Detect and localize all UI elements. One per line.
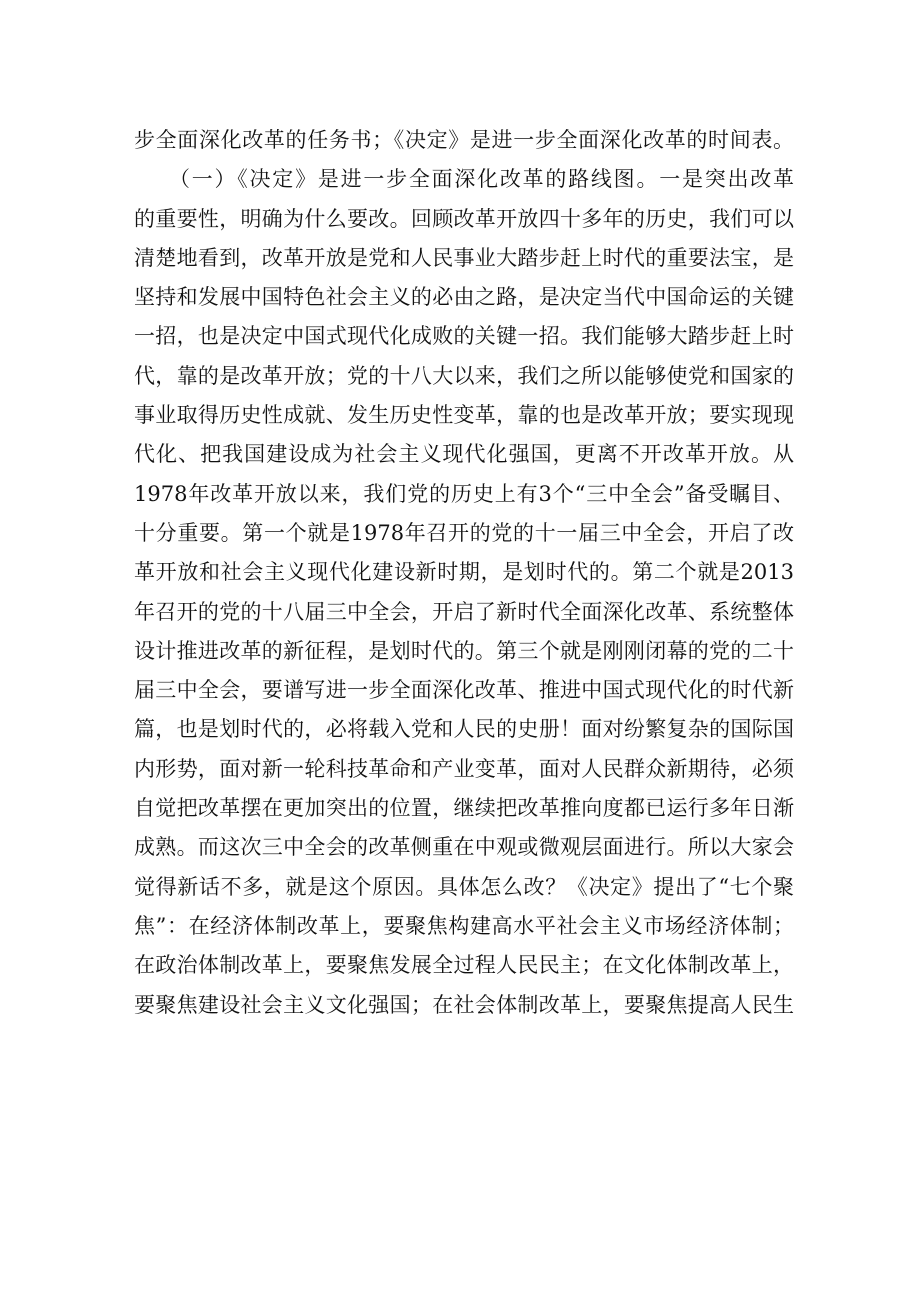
text-line: 觉得新话不多，就是这个原因。具体怎么改？《决定》提出了“七个聚 [134, 874, 794, 899]
text-line: 成熟。而这次三中全会的改革侧重在中观或微观层面进行。所以大家会 [134, 835, 794, 860]
text-line: 自觉把改革摆在更加突出的位置，继续把改革推向度都已运行多年日渐 [134, 796, 794, 821]
text-line: 届三中全会，要谱写进一步全面深化改革、推进中国式现代化的时代新 [134, 678, 794, 703]
document-body [134, 121, 794, 1025]
text-line: 焦”：在经济体制改革上，要聚焦构建高水平社会主义市场经济体制； [134, 913, 794, 938]
text-line: 步全面深化改革的任务书；《决定》是进一步全面深化改革的时间表。 [134, 128, 794, 152]
text-line: 的重要性，明确为什么要改。回顾改革开放四十多年的历史，我们可以 [134, 206, 794, 231]
text-line: 年召开的党的十八届三中全会，开启了新时代全面深化改革、系统整体 [134, 599, 794, 624]
text-line: 要聚焦建设社会主义文化强国；在社会体制改革上，要聚焦提高人民生 [134, 992, 794, 1017]
text-line: 篇，也是划时代的，必将载入党和人民的史册！面对纷繁复杂的国际国 [134, 717, 794, 742]
text-line: 代化、把我国建设成为社会主义现代化强国，更离不开改革开放。从 [134, 442, 794, 467]
text-line: 清楚地看到，改革开放是党和人民事业大踏步赶上时代的重要法宝，是 [134, 245, 794, 270]
text-line: 一招，也是决定中国式现代化成败的关键一招。我们能够大踏步赶上时 [134, 324, 794, 349]
text-line: 代，靠的是改革开放；党的十八大以来，我们之所以能够使党和国家的 [134, 363, 794, 388]
text-line: 革开放和社会主义现代化建设新时期，是划时代的。第二个就是2013 [134, 560, 794, 585]
text-line: 在政治体制改革上，要聚焦发展全过程人民民主；在文化体制改革上， [134, 953, 794, 978]
text-line: 事业取得历史性成就、发生历史性变革，靠的也是改革开放；要实现现 [134, 403, 794, 428]
text-line: 十分重要。第一个就是1978年召开的党的十一届三中全会，开启了改 [134, 520, 794, 545]
text-line: 1978年改革开放以来，我们党的历史上有3个“三中全会”备受瞩目、 [134, 481, 794, 506]
text-line: 设计推进改革的新征程，是划时代的。第三个就是刚刚闭幕的党的二十 [134, 638, 794, 663]
text-line: 内形势，面对新一轮科技革命和产业变革，面对人民群众新期待，必须 [134, 756, 794, 781]
text-line: 坚持和发展中国特色社会主义的必由之路，是决定当代中国命运的关键 [134, 285, 794, 310]
text-line: （一）《决定》是进一步全面深化改革的路线图。一是突出改革 [134, 167, 794, 192]
